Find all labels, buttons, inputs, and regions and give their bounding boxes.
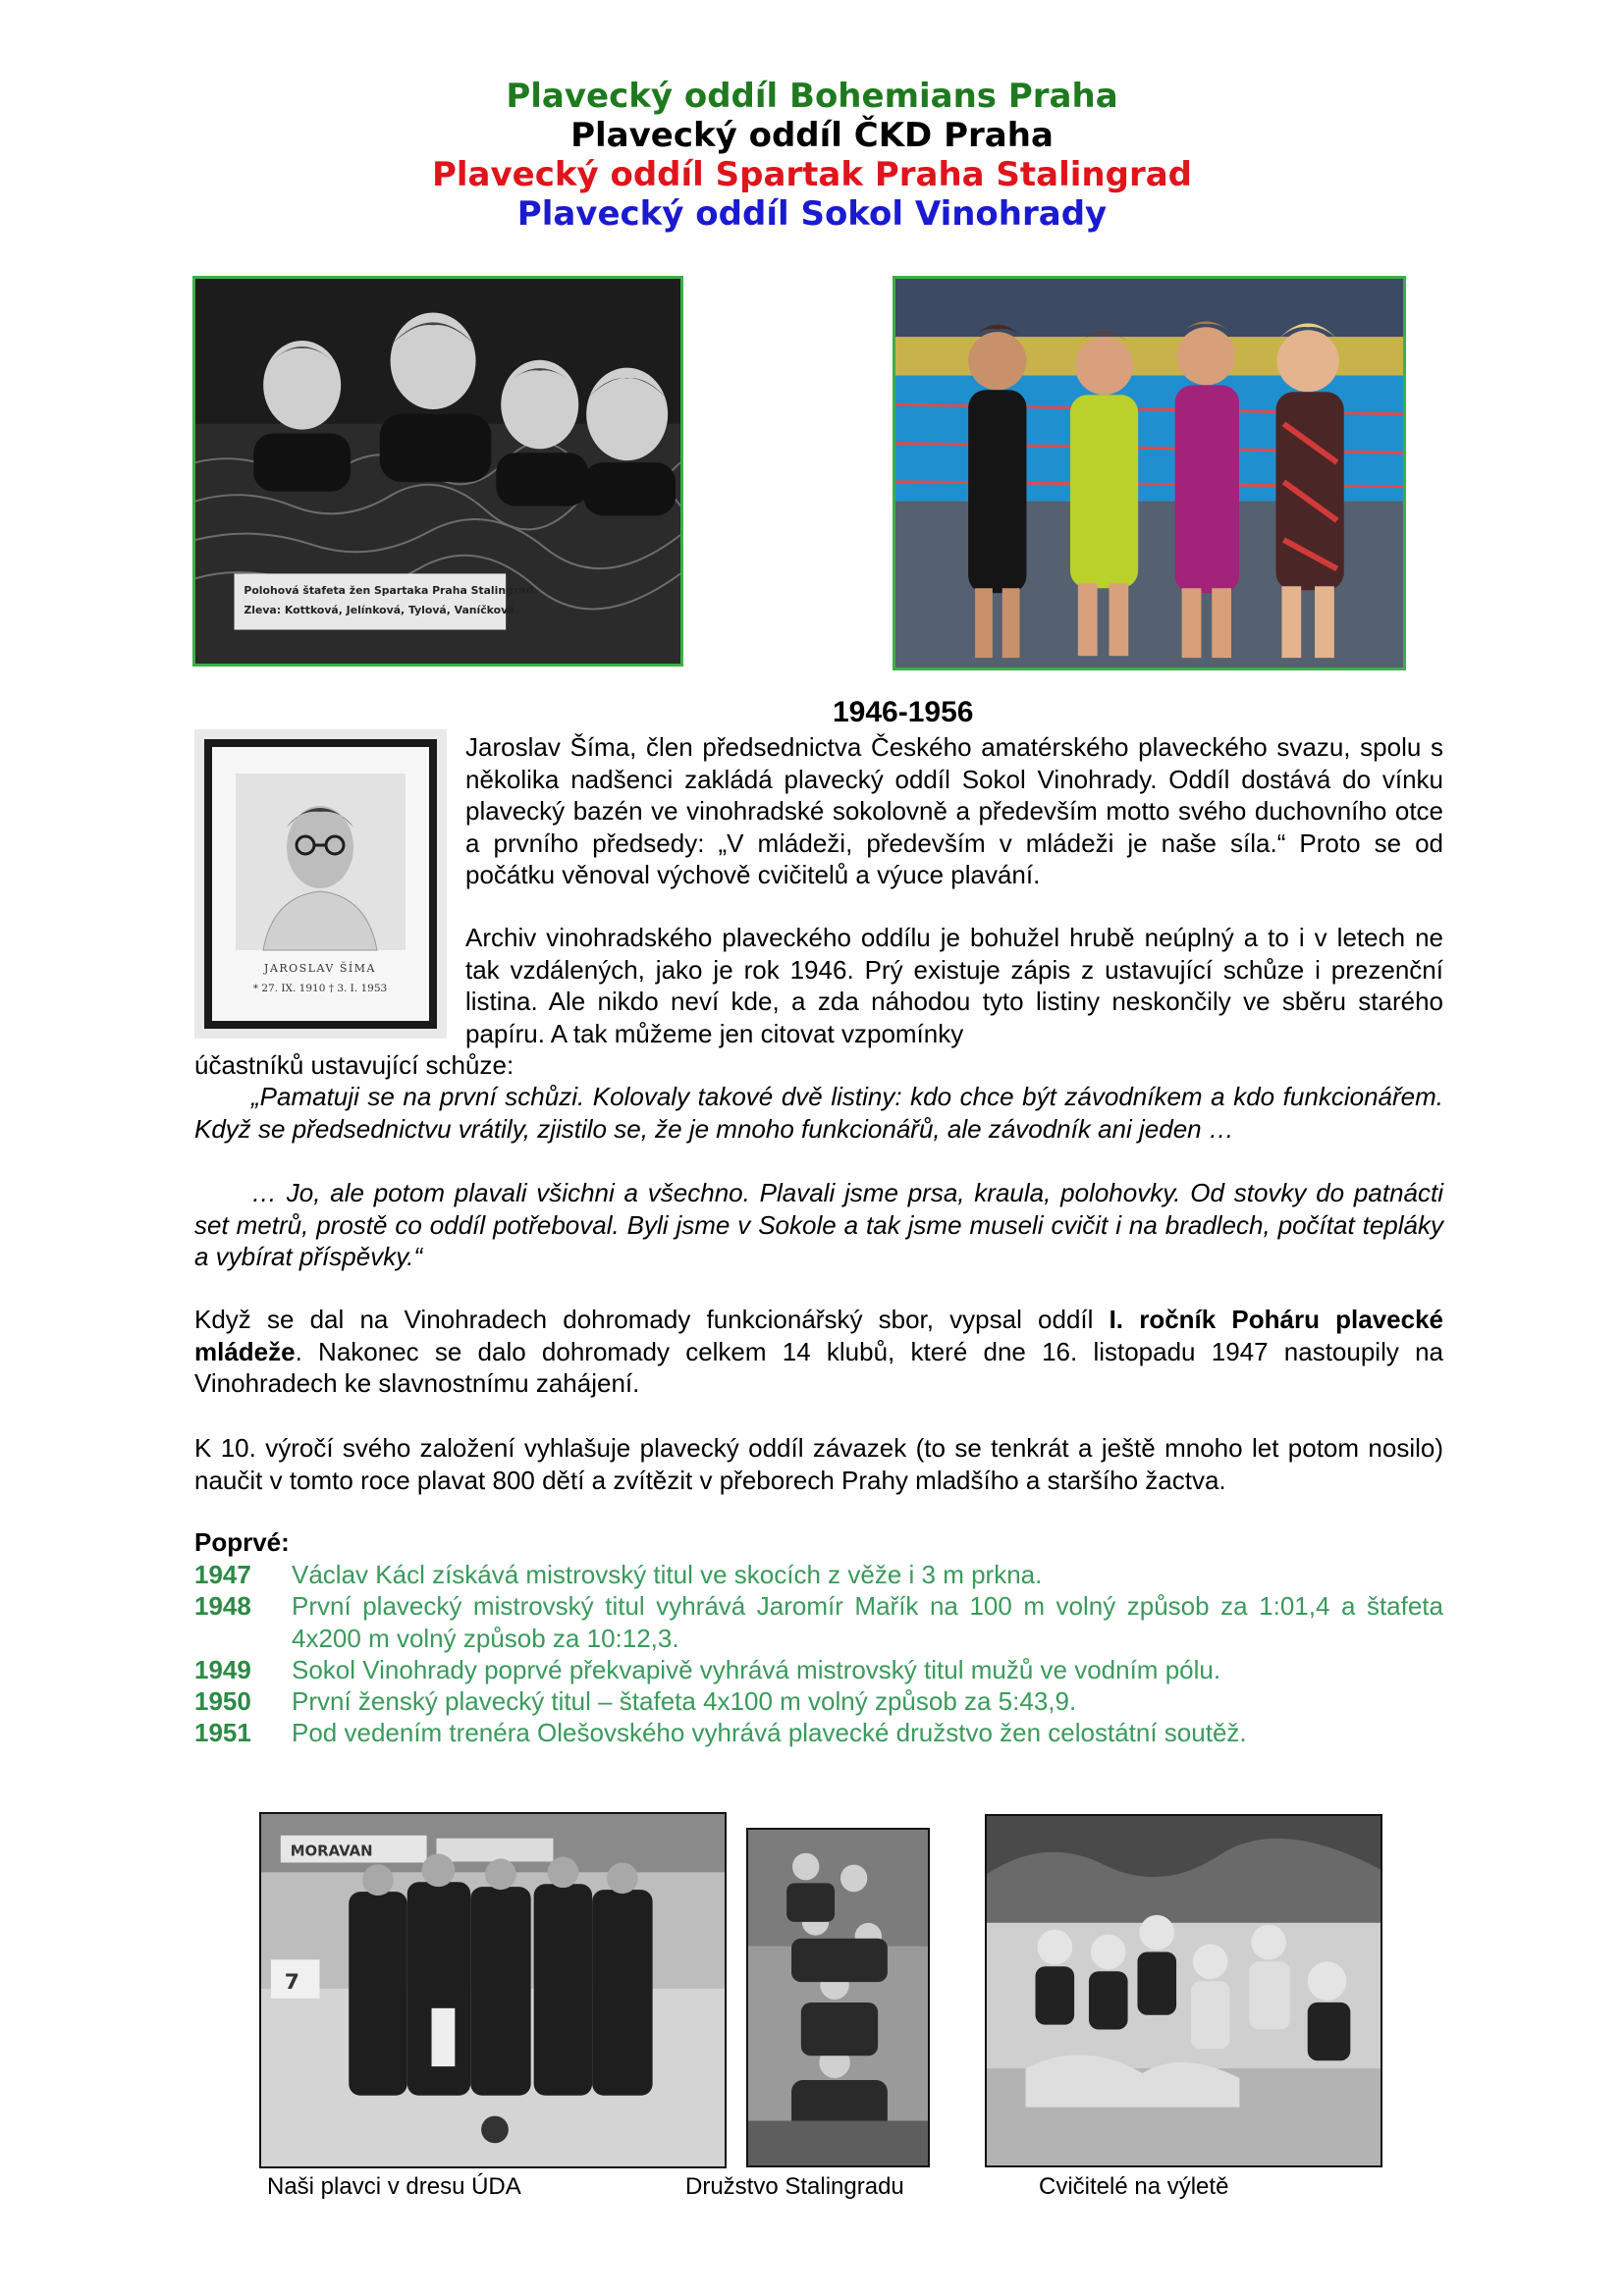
timeline-year: 1947: [194, 1560, 251, 1589]
photo-stalingrad-team: [746, 1828, 930, 2167]
title-sokol: Plavecký oddíl Sokol Vinohrady: [516, 194, 1108, 234]
paragraph-archive: Archiv vinohradského plaveckého oddílu je bohužel hrubě neúplný a to i v letech ne tak vzdálených, jako je rok 1946. Prý existuje zápis z ustavující schůze i prezenční listina. Ale nikdo neví kde, a zda náhodou tyto listiny neskončily ve sběru starého papíru. A tak můžeme jen citovat vzpomínky: [465, 923, 1443, 1048]
paragraph-archive-end: účastníků ustavující schůze:: [194, 1050, 514, 1080]
photo-instructors-trip: [985, 1814, 1382, 2167]
timeline-item: [194, 1590, 1443, 1655]
sign-moravan: MORAVAN: [290, 1842, 373, 1860]
title-ckd: Plavecký oddíl ČKD Praha: [570, 116, 1054, 155]
caption-instructors-trip: Cvičitelé na výletě: [1039, 2173, 1229, 2200]
relay-caption-line1: Polohová štafeta žen Spartaka Praha Stalingrad.: [244, 584, 538, 598]
caption-uda-swimmers: Naši plavci v dresu ÚDA: [267, 2173, 521, 2200]
caption-stalingrad-team: Družstvo Stalingradu: [685, 2173, 904, 2200]
timeline-year: 1948: [194, 1591, 251, 1621]
portrait-dates: * 27. IX. 1910 † 3. I. 1953: [252, 983, 388, 994]
timeline-year: 1950: [194, 1686, 251, 1716]
youth-cup-title: I. ročník Poháru plavecké mládeže: [194, 1305, 1443, 1366]
firsts-heading: Poprvé:: [194, 1527, 290, 1557]
section-heading: 1946-1956: [833, 696, 974, 728]
timeline-year: 1949: [194, 1655, 251, 1684]
portrait-jaroslav-sima: [194, 729, 447, 1039]
youth-cup-text-a: Když se dal na Vinohradech dohromady funkcionářský sbor, vypsal oddíl: [194, 1305, 1110, 1334]
timeline-year: 1951: [194, 1718, 251, 1747]
title-spartak: Plavecký oddíl Spartak Praha Stalingrad: [431, 155, 1193, 194]
timeline-text: Pod vedením trenéra Olešovského vyhrává plavecké družstvo žen celostátní soutěž.: [292, 1718, 1247, 1747]
relay-caption-line2: Zleva: Kottková, Jelínková, Tylová, Vaníčková.: [244, 603, 519, 616]
title-bohemians: Plavecký oddíl Bohemians Praha: [506, 77, 1118, 116]
photo-uda-swimmers: [259, 1812, 727, 2168]
timeline-text: Sokol Vinohrady poprvé překvapivě vyhrává mistrovský titul mužů ve vodním pólu.: [292, 1655, 1221, 1684]
timeline-text: Václav Kácl získává mistrovský titul ve skocích z věže i 3 m prkna.: [292, 1560, 1043, 1589]
pool-lane-number: 7: [284, 1970, 299, 1996]
photo-spartak-relay-1950s: [192, 276, 683, 667]
paragraph-founding: Jaroslav Šíma, člen předsednictva Českého amatérského plaveckého svazu, spolu s několika nadšenci zakládá plavecký oddíl Sokol Vinohrady. Oddíl dostává do vínku plavecký bazén ve vinohradské sokolovně a především motto svého duchovního otce a prvního předsedy: „V mládeži, především v mládeži je naše síla.“ Proto se od počátku věnoval výchově cvičitelů a výuce plavání.: [465, 732, 1443, 889]
quote-swimming: … Jo, ale potom plavali všichni a všechno. Plavali jsme prsa, kraula, polohovky. Od stovky do patnácti set metrů, prostě co oddíl potřeboval. Byli jsme v Sokole a tak jsme museli cvičit i na bradlech, počítat tepláky a vybírat příspěvky.“: [194, 1178, 1443, 1271]
timeline-text: První plavecký mistrovský titul vyhrává Jaromír Mařík na 100 m volný způsob za 1:01,4 a štafeta 4x200 m volný způsob za 10:12,3.: [292, 1591, 1443, 1653]
timeline-item: [194, 1717, 1443, 1749]
paragraph-youth-cup: [194, 1304, 1443, 1400]
timeline-item: [194, 1685, 1443, 1718]
timeline-item: [194, 1654, 1443, 1686]
timeline-item: [194, 1559, 1443, 1591]
photo-modern-swimmers: [893, 276, 1406, 670]
timeline-text: První ženský plavecký titul – štafeta 4x100 m volný způsob za 5:43,9.: [292, 1686, 1077, 1716]
paragraph-anniversary: K 10. výročí svého založení vyhlašuje plavecký oddíl závazek (to se tenkrát a ještě mnoho let potom nosilo) naučit v tomto roce plavat 800 dětí a zvítězit v přeborech Prahy mladšího a staršího žactva.: [194, 1433, 1443, 1495]
youth-cup-text-b: . Nakonec se dalo dohromady celkem 14 klubů, které dne 16. listopadu 1947 nastoupily na Vinohradech ke slavnostnímu zahájení.: [194, 1336, 1443, 1398]
portrait-name: JAROSLAV ŠÍMA: [264, 962, 376, 975]
quote-first-meeting: „Pamatuji se na první schůzi. Kolovaly takové dvě listiny: kdo chce být závodníkem a kdo funkcionářem. Když se předsednictvu vrátily, zjistilo se, že je mnoho funkcionářů, ale závodník ani jeden …: [194, 1082, 1443, 1144]
